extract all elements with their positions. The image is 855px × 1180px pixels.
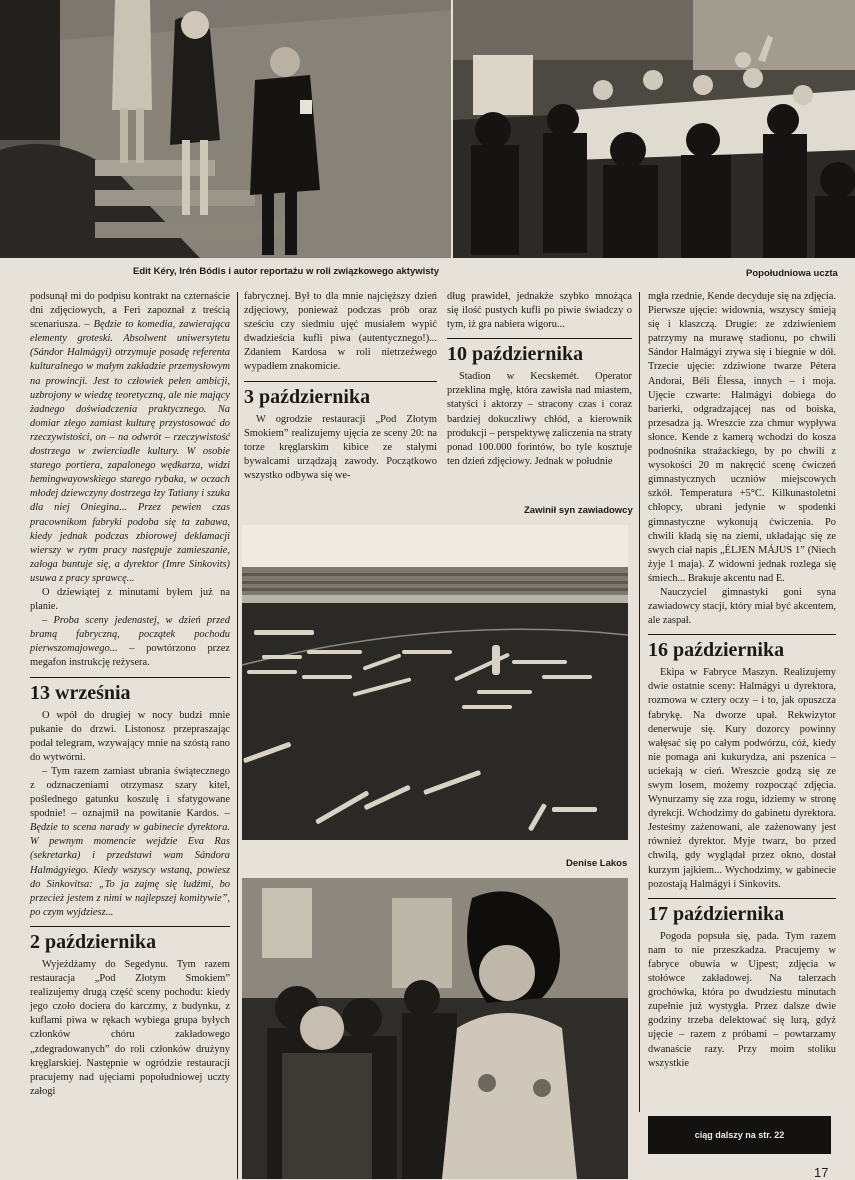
photo-banquet-scene bbox=[453, 0, 855, 258]
paragraph: O dziewiątej z minutami byłem już na planie. bbox=[30, 586, 230, 613]
caption-stadium: Zawinił syn zawiadowcy bbox=[524, 505, 633, 516]
paragraph: Wyjeżdżamy do Segedynu. Tym razem restauracja „Pod Złotym Smokiem” realizujemy drugą część sceny pochodu: kiedy jego czoło dociera do karczmy, z budynku, z kuflami piwa w rękach wybiega grupa byłych członków chóru zakładowego „zdegradowanych” do roli członków drużyny kręglarskiej. Następnie w ogródzie restauracji pracujemy nad ujęciami popołudniowej uczty załogi bbox=[30, 958, 230, 1097]
paragraph: mgła rzednie, Kende decyduje się na zdjęcia. Pierwsze ujęcie: widownia, wszyscy śmieją się i klaszczą. Drugie: ze zdziwieniem patrzymy na murawę stadionu, po chwili Sándor Halmágyi zrywa się i biegnie w dół. Trzecie ujęcie: zdziwione twarze Pétera Andorai, Béli Élessa, innych – i moja. Ujęcie czwarte: Halmágyi dobiega do barierki, odgradzającej nas od boiska, przesadza ją. Wreszcie zza chmur wypływa słonce. Kende z kamerą wchodzi do kosza podnośnika strażackiego, by po chwili z wysokości 20 m nakręcić scenę ćwiczeń gimnastycznych uczniów miejscowych szkół. Temperatura +5°C. Kilkunastoletni chłopcy, ubrani jedynie w spodenki gimnastyczne wykonują ćwiczenia. Po chwili kładą się na ziemi, układając się ze swych ciał napis „ÉLJEN MÁJUS 1” (Niech żyje 1 maja). Z widowni jednak rozlega się śmiech... Brakuje akcentu nad E. bbox=[648, 291, 836, 584]
caption-top-right: Popołudniowa uczta bbox=[746, 268, 838, 279]
column-divider bbox=[237, 292, 238, 1179]
photo-stadium-gymnastics bbox=[242, 525, 628, 840]
column-3 bbox=[447, 290, 632, 469]
paragraph: dług prawideł, jednakże szybko mnożąca się ilość pustych kufli po piwie świadczy o tym, iż gra nabiera wigoru... bbox=[447, 291, 632, 331]
photo-staircase-scene bbox=[0, 0, 451, 258]
heading-13-wrzesnia: 13 września bbox=[30, 677, 230, 705]
column-divider bbox=[639, 292, 640, 1112]
heading-16-pazdziernika: 16 października bbox=[648, 634, 836, 662]
paragraph: W ogrodzie restauracji „Pod Złotym Smokiem” realizujemy ujęcia ze sceny 20: na torze kręglarskim kibice ze stałymi bywalcami urządzają zawody. Początkowo wszystko odbywa się we- bbox=[244, 413, 437, 481]
paragraph: fabrycznej. Był to dla mnie najcięższy dzień zdjęciowy, ponieważ podczas prób oraz sześciu czy siedmiu ujęć musiałem wypić dwadzieścia kufli piwa (autentycznego!)... Zdaniem Kardosa w roli nietrzeźwego wypadłem znakomicie. bbox=[244, 291, 437, 373]
paragraph: O wpół do drugiej w nocy budzi mnie pukanie do drzwi. Listonosz przepraszając podał telegram, wzywający mnie na szóstą rano do wytwórni. bbox=[30, 709, 230, 763]
column-2 bbox=[244, 290, 437, 483]
paragraph: – Proba sceny jedenastej, w dzień przed bramą fabryczną, początek pochodu pierwszomajowego... – powtórzono przez megafon instrukcję reżysera. bbox=[30, 615, 230, 669]
page-number: 17 bbox=[814, 1165, 829, 1180]
caption-portrait: Denise Lakos bbox=[566, 858, 628, 869]
paragraph: podsunął mi do podpisu kontrakt na czternaście dni zdjęciowych, a Feri zapoznał z treścią scenariusza. – Będzie to komedia, zawierająca elementy groteski. Absolwent uniwersytetu (Sándor Halmágyi) otrzymuje posadę referenta kulturalnego w małym zakładzie przemysłowym na prowincji. Jest to człowiek pełen ambicji, uzbrojony w wiedzę teoretyczną, ale nie mający żadnego doświadczenia praktycznego. Na domiar złego zamiast kulturę przystosować do rzeczywistości, on – na odwrót – rzeczywistość dostrzega w zwierciadle kultury. W osobie starego portiera, zapalonego wędkarza, widzi hemingwayowskiego starego rybaka, w oczach młodej dziewczyny dostrzega łzy Tatiany i szuka dla niej Oniegina... Przez pewien czas pracownikom fabryki podoba się ta zabawa, kiedy jednak podczas zbiorowej deklamacji wierszy w rytm pracy następuje zamieszanie, załoga buntuje się, a dyrektor (Imre Sinkovits) usuwa z pracy sprawcę... bbox=[30, 291, 231, 584]
paragraph: – Tym razem zamiast ubrania świątecznego z odznaczeniami otrzymasz szary kitel, poślednego gatunku koszulę i sfatygowane spodnie! – oznajmił na powitanie Kardos. – Będzie to scena narady w gabinecie dyrektora. W pewnym momencie wejdzie Eva Ras (sekretarka) i przedstawi wam Sándora Halmágyiego. Kiedy wszyscy wstaną, powiesz do Sinkovitsa: „To ja zajmę się ludźmi, bo przecież jestem z nimi w najlepszej komitywie”, po czym wyjdziesz... bbox=[30, 765, 230, 918]
paragraph: Pogoda popsuła się, pada. Tym razem nam to nie przeszkadza. Pracujemy w fabryce obuwia w Ujpest; zdjęcia w stołówce zakładowej. Na talerzach grochówka, która po dwudziestu minutach zupełnie już wystygła. Przez dalsze dwie godziny trzeba delektować się lurą, gdyż ujęcie – razem z próbami – powtarzamy dwanaście razy. Przy moim stoliku wszystkie bbox=[648, 930, 836, 1069]
paragraph: Stadion w Kecskemét. Operator przeklina mgłę, która zawisła nad miastem, statyści i aktorzy – stracony czas i coraz bardziej dokuczliwy chłód, a kierownik produkcji – perspektywę zaliczenia na straty ponad 100.000 forintów, bo tyle kosztuje ten dzień zdjęciowy. Jednak w południe bbox=[447, 371, 632, 467]
column-1 bbox=[30, 290, 230, 1099]
continued-box bbox=[648, 1116, 831, 1154]
continued-label: ciąg dalszy na str. 22 bbox=[694, 1130, 785, 1140]
heading-10-pazdziernika: 10 października bbox=[447, 338, 632, 366]
heading-3-pazdziernika: 3 października bbox=[244, 381, 437, 409]
caption-top-left: Edit Kéry, Irén Bódis i autor reportażu w roli związkowego aktywisty bbox=[133, 266, 439, 277]
heading-2-pazdziernika: 2 października bbox=[30, 926, 230, 954]
paragraph: Ekipa w Fabryce Maszyn. Realizujemy dwie ostatnie sceny: Halmágyi u dyrektora, rozmowa w cztery oczy – i to, jak opuszcza fabrykę. Na dworze upał. Rekwizytor denerwuje się. Kury dozorcy powinny wałęsać się po całym podwórzu, cóż, kiedy nie pomaga ani kukurydza, ani pszenica – uciekają w cień. Wreszcie godzą się ze swym losem, możemy rozpocząć zdjęcia. Wynurzamy się zza rogu, idziemy w stronę dyrekcji. Wchodzimy do gabinetu dyrektora. Jesteśmy zażenowani, ale zażenowany jest również dyrektor. Myje twarz, bo przed chwilą, gdy wyglądał przez okno, dostał kurzym jajkiem... Wychodzimy, w gabinecie pozostają Halmágyi i Sinkovits. bbox=[648, 667, 836, 890]
column-4 bbox=[648, 290, 836, 1071]
paragraph: Nauczyciel gimnastyki goni syna zawiadowcy stacji, który miał być akcentem, ale zaspał. bbox=[648, 586, 836, 627]
photo-portrait-scene bbox=[242, 878, 628, 1179]
heading-17-pazdziernika: 17 października bbox=[648, 898, 836, 926]
